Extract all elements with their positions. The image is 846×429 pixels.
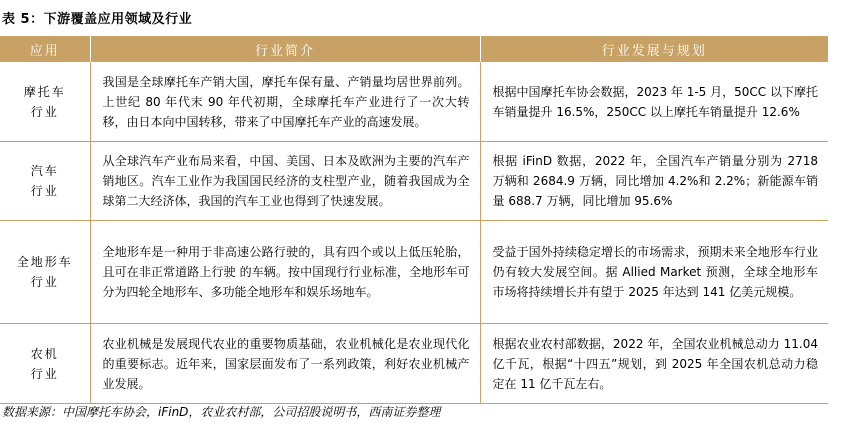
table-row <box>0 62 828 142</box>
table-row <box>0 142 828 221</box>
application-name: 摩托车 <box>23 84 66 99</box>
header-application: 应用 <box>0 36 90 62</box>
row-trend: 根据 iFinD 数据，2022 年，全国汽车产销量分别为 2718 万辆和 2684.9 万辆，同比增加 4.2%和 2.2%；新能源车销量 688.7 万辆，同比增加 95.6% <box>480 142 828 221</box>
application-name: 全地形车 <box>16 255 73 269</box>
application-name: 汽车 <box>30 164 59 178</box>
application-suffix: 行业 <box>30 104 59 119</box>
row-application <box>0 221 90 324</box>
table-row <box>0 221 828 324</box>
header-development-plan: 行业发展与规划 <box>480 36 828 62</box>
row-application <box>0 142 90 221</box>
row-application <box>0 62 90 142</box>
industry-table <box>0 36 828 404</box>
data-source-note: 数据来源：中国摩托车协会，iFinD，农业农村部，公司招股说明书，西南证券整理 <box>2 405 441 419</box>
application-suffix: 行业 <box>30 366 59 381</box>
table-caption: 表 5：下游覆盖应用领域及行业 <box>2 12 193 27</box>
row-trend: 根据农业农村部数据，2022 年，全国农业机械总动力 11.04 亿千瓦，根据“十四五”规划，到 2025 年全国农机总动力稳定在 11 亿千瓦左右。 <box>480 324 828 404</box>
row-intro: 全地形车是一种用于非高速公路行驶的，具有四个或以上低压轮胎，且可在非正常道路上行驶 的车辆。按中国现行行业标准，全地形车可分为四轮全地形车、多功能全地形车和娱乐场地车。 <box>90 221 480 324</box>
application-suffix: 行业 <box>30 184 59 198</box>
row-application <box>0 324 90 404</box>
table-header-row <box>0 36 828 62</box>
row-trend: 根据中国摩托车协会数据，2023 年 1-5 月，50CC 以下摩托车销量提升 16.5%，250CC 以上摩托车销量提升 12.6% <box>480 62 828 142</box>
table-row <box>0 324 828 404</box>
application-suffix: 行业 <box>30 275 59 289</box>
row-intro: 从全球汽车产业布局来看，中国、美国、日本及欧洲为主要的汽车产销地区。汽车工业作为我国国民经济的支柱型产业，随着我国成为全球第二大经济体，我国的汽车工业也得到了快速发展。 <box>90 142 480 221</box>
header-industry-intro: 行业简介 <box>90 36 480 62</box>
row-intro: 我国是全球摩托车产销大国，摩托车保有量、产销量均居世界前列。上世纪 80 年代末 90 年代初期，全球摩托车产业进行了一次大转移，由日本向中国转移，带来了中国摩托车产业的高速发展。 <box>90 62 480 142</box>
row-trend: 受益于国外持续稳定增长的市场需求，预期未来全地形车行业仍有较大发展空间。据 Allied Market 预测，全球全地形车市场将持续增长并有望于 2025 年达到 141 亿美元规模。 <box>480 221 828 324</box>
row-intro: 农业机械是发展现代农业的重要物质基础，农业机械化是农业现代化的重要标志。近年来，国家层面发布了一系列政策，利好农业机械产业发展。 <box>90 324 480 404</box>
application-name: 农机 <box>30 346 59 361</box>
